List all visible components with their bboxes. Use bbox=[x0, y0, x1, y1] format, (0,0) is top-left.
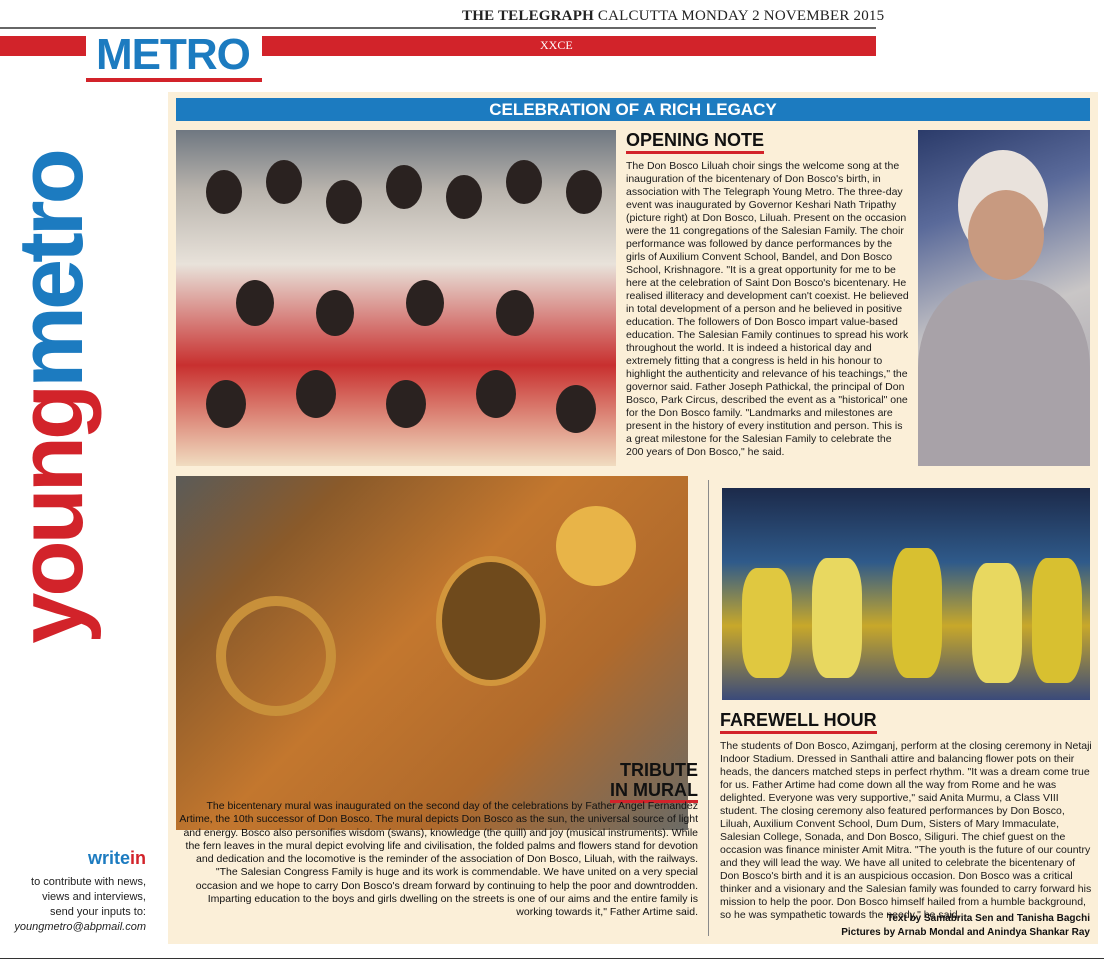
tribute-heading-line1: TRIBUTE bbox=[620, 760, 698, 780]
tribute-body: The bicentenary mural was inaugurated on the second day of the celebrations by Father Angel Fernandez Artime, the 10th successor of Don Bosco. The mural depicts Don Bosco as the sun, the universal source of light and energy. Bosco also personifies wisdom (swans), knowledge (the quill) and joy (musical instruments). While the fern leaves in the mural depict evolving life and civilisation, the folded palms and flowers stand for devotion and dedication and the locomotive is the reminder of the association of Don Bosco, Liluah, with the railways. "The Salesian Congress Family is huge and its work is commendable. We have united on a very special occasion and we hope to carry Don Bosco's dream forward by continuing to help the poor and downtrodden. Imparting education to the boys and girls dwelling on the streets is one of our aims and the entire family is working towards it," Father Artime said. bbox=[179, 800, 698, 919]
farewell-article bbox=[720, 710, 1092, 924]
feature-banner: CELEBRATION OF A RICH LEGACY bbox=[176, 98, 1090, 121]
writein-box bbox=[0, 848, 146, 935]
credits bbox=[720, 912, 1090, 940]
paper-name: THE TELEGRAPH bbox=[462, 8, 594, 24]
tribute-heading-line2: IN MURAL bbox=[610, 780, 698, 803]
writein-part2: in bbox=[130, 848, 146, 868]
column-divider bbox=[708, 480, 709, 936]
choir-photo bbox=[176, 130, 616, 466]
picture-credit: Pictures by Arnab Mondal and Anindya Shankar Ray bbox=[841, 927, 1090, 938]
farewell-heading: FAREWELL HOUR bbox=[720, 710, 877, 734]
young-metro-title bbox=[0, 98, 102, 698]
section-logo bbox=[86, 30, 262, 82]
dance-photo bbox=[722, 488, 1090, 700]
writein-line: send your inputs to: bbox=[49, 906, 146, 918]
page-bottom-rule bbox=[0, 958, 1104, 959]
masthead-red-bar-left bbox=[0, 36, 86, 56]
masthead bbox=[0, 0, 1104, 90]
opening-note-heading: OPENING NOTE bbox=[626, 130, 764, 154]
writein-line: views and interviews, bbox=[42, 891, 146, 903]
governor-photo bbox=[918, 130, 1090, 466]
title-young: young bbox=[0, 387, 102, 644]
tribute-heading bbox=[560, 760, 698, 803]
farewell-body: The students of Don Bosco, Azimganj, perform at the closing ceremony in Netaji Indoor Stadium. Dressed in Santhali attire and balancing flower pots on their heads, the dancers matched steps in perfect rhythm. "It was a dream come true for us. Father Artime had come down all the way from Rome and he was delighted. Everyone was very supportive," said Anita Murmu, a Class VIII student. The closing ceremony also featured performances by Don Bosco, Liluah, Auxilium Convent School, Dum Dum, Sisters of Mary Immaculate, Salesian College, Sonada, and Don Bosco, Siliguri. The chief guest on the occasion was finance minister Amit Mitra. "The youth is the future of our country and they will lead the way. We have all united to celebrate the bicentenary of Don Bosco's birth and it is an auspicious occasion. Don Bosco was a critical thinker and a visionary and the Salesian family was founded to carry forward his mission to help the poor. Don Bosco himself hailed from a humble background, so he was sympathetic towards the needy," he said. bbox=[720, 740, 1092, 921]
paper-dateline bbox=[462, 8, 884, 25]
opening-note-article bbox=[626, 130, 910, 470]
section-name: METRO bbox=[96, 30, 250, 79]
writein-title bbox=[0, 848, 146, 869]
opening-note-body: The Don Bosco Liluah choir sings the welcome song at the inauguration of the bicentenary of Don Bosco's birth, in association with The Telegraph Young Metro. The three-day event was inaugurated by Governor Keshari Nath Tripathy (picture right) at Don Bosco, Liluah. Present on the occasion were the 11 congregations of the Salesian Family. The choir performance was followed by dance performances by the girls of Auxilium Convent School, Bandel, and Don Bosco School, Krishnagore. "It is a great opportunity for me to be here at the celebration of Saint Don Bosco's bicentenary. He realised illiteracy and development can't coexist. He believed in total development of a person and he believed in positive education. The followers of Don Bosco impart value-based education. The Salesian Family continues to spread his work throughout the world. It is indeed a historical day and extremely fitting that a congress is held in his honour to highlight the authenticity and relevance of his teachings," the governor said. Father Joseph Pathickal, the principal of Don Bosco, Park Circus, described the event as a "historical" one for the Don Bosco family. "Landmarks and milestones are present in the history of every institution and person. This is a great milestone for the Salesian Family to celebrate the 200 years of Don Bosco," he said. bbox=[626, 160, 909, 458]
vertical-title bbox=[0, 152, 102, 644]
edition-code: XXCE bbox=[540, 38, 573, 52]
writein-line: to contribute with news, bbox=[31, 876, 146, 888]
writein-part1: write bbox=[87, 848, 130, 868]
dateline: CALCUTTA MONDAY 2 NOVEMBER 2015 bbox=[597, 8, 885, 24]
masthead-rule bbox=[0, 27, 876, 29]
writein-email[interactable]: youngmetro@abpmail.com bbox=[14, 921, 146, 933]
text-credit: Text by Samabrita Sen and Tanisha Bagchi bbox=[886, 913, 1090, 924]
title-metro: metro bbox=[0, 152, 102, 388]
